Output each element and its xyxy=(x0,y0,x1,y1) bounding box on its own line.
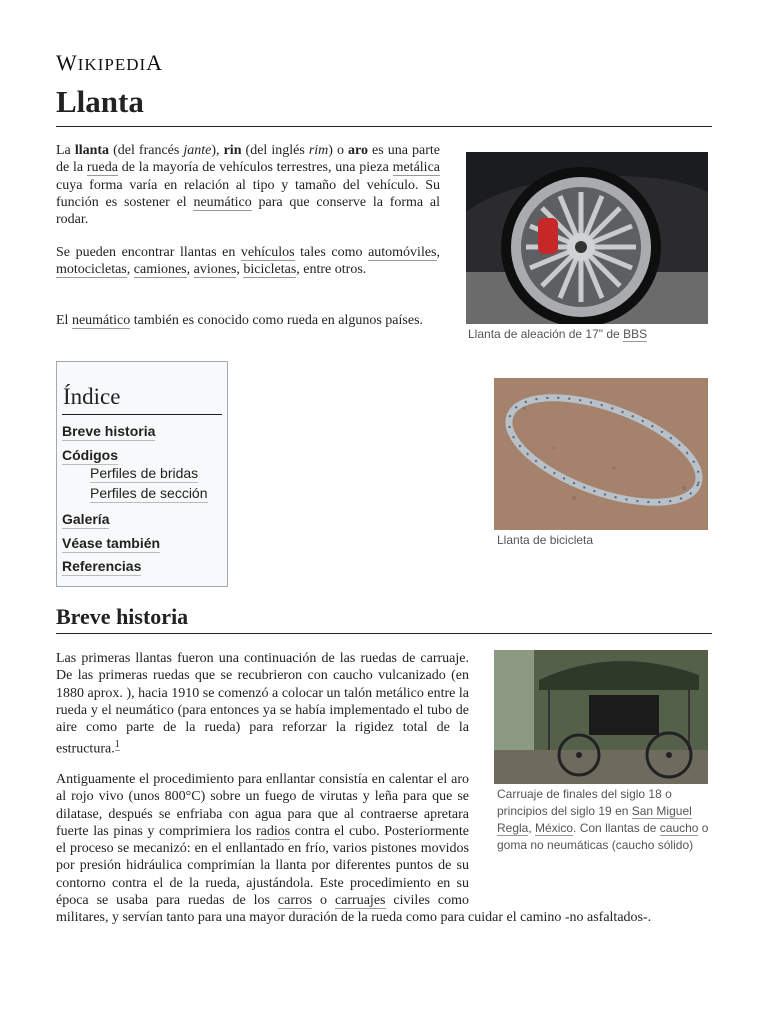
link-neumatico-2[interactable]: neumático xyxy=(71,313,131,328)
alloy-wheel-image[interactable] xyxy=(466,152,708,324)
section-heading-breve-historia: Breve historia xyxy=(56,604,189,629)
toc-item-perfiles-de-seccion[interactable]: Perfiles de sección xyxy=(90,485,208,501)
link-vehiculos[interactable]: vehículos xyxy=(240,245,295,260)
link-rueda[interactable]: rueda xyxy=(86,160,118,176)
figure-3-caption: Carruaje de finales del siglo 18 o principios del siglo 19 en San Miguel Regla, México. Con llantas de caucho o goma no neumáticas (caucho sólido) xyxy=(497,787,709,852)
bicycle-rim-photo xyxy=(494,378,708,530)
toc-item-breve-historia[interactable]: Breve historia xyxy=(62,423,156,439)
carriage-image[interactable] xyxy=(494,650,708,784)
alloy-wheel-photo xyxy=(466,152,708,324)
table-of-contents xyxy=(56,361,228,587)
wikipedia-logo[interactable] xyxy=(56,50,163,76)
logo-text-small: IKIPEDI xyxy=(77,55,147,74)
logo-text-end: A xyxy=(146,50,164,75)
toc-item-codigos[interactable]: Códigos xyxy=(62,447,118,463)
link-metalica[interactable]: metálica xyxy=(392,160,440,176)
carriage-photo xyxy=(494,650,708,784)
figure-1-caption: Llanta de aleación de 17" de BBS xyxy=(468,327,648,341)
history-paragraph-2-text: Antiguamente el procedimiento para enllantar consistía en calentar el aro al rojo vivo (unos 800°C) sobre un fuego de virutas y leña para que se dilatase, después se enfriaba con agua para que al contraerse apretara fuerte las pinas y comprimiera los radios contra el cubo. Posteriormente el proceso se mecanizó: en el enllantado en frío, varios pistones movidos por presión hidráulica comprimían la llanta por diferentes puntos de su contorno contra el de la rueda, ajustándola. Este procedimiento en su época se usaba para ruedas de los carros o carruajes civiles como militares, y servían tanto para una mayor duración de la rueda como para cuidar el camino -no asfaltados-. xyxy=(56,772,652,926)
link-motocicletas[interactable]: motocicletas xyxy=(56,262,127,278)
title-rule xyxy=(56,126,712,127)
intro-paragraph-2: Se pueden encontrar llantas en vehículos tales como automóviles, motocicletas, camiones, aviones, bicicletas, entre otros. xyxy=(56,245,440,278)
section-rule xyxy=(56,633,712,634)
link-carruajes[interactable]: carruajes xyxy=(334,893,386,909)
link-caucho[interactable]: caucho xyxy=(659,821,699,835)
link-bbs[interactable]: BBS xyxy=(623,327,648,341)
toc-item-galeria[interactable]: Galería xyxy=(62,511,110,527)
history-paragraph-1: Las primeras llantas fueron una continuación de las ruedas de carruaje. De las primeras ruedas que se recubrieron con caucho vulcanizado (en 1880 aprox. ), hacia 1910 se comenzó a colocar un talón metálico entre la rueda y el neumático (para entonces ya se había implementado el tubo de aire como parte de la rueda) para reforzar la rigidez total de la estructura.$^1$ xyxy=(56,651,469,758)
toc-heading: Índice xyxy=(63,384,121,409)
toc-item-referencias[interactable]: Referencias xyxy=(62,558,142,574)
toc-rule xyxy=(62,414,222,415)
link-radios[interactable]: radios xyxy=(255,823,291,839)
link-carros[interactable]: carros xyxy=(277,893,313,909)
bicycle-rim-image[interactable] xyxy=(494,378,708,530)
link-mexico[interactable]: México xyxy=(535,821,574,835)
figure-2-caption: Llanta de bicicleta xyxy=(497,533,594,547)
intro-paragraph-1: La llanta (del francés jante), rin (del inglés rim) o aro es una parte de la rueda de la mayoría de vehículos terrestres, una pieza metálica cuya forma varía en relación al tipo y tamaño del vehículo. Su función es sostener el neumático para que conserve la forma al rodar. xyxy=(56,143,441,228)
intro-paragraph-3: El neumático también es conocido como rueda en algunos países. xyxy=(56,313,424,328)
logo-text: W xyxy=(56,50,78,75)
page-title: Llanta xyxy=(56,84,144,119)
link-camiones[interactable]: camiones xyxy=(133,262,187,278)
link-aviones[interactable]: aviones xyxy=(193,262,237,278)
reference-1[interactable]: 1 xyxy=(114,739,120,751)
float-spacer xyxy=(469,771,712,897)
link-neumatico[interactable]: neumático xyxy=(193,194,252,210)
history-paragraph-2 xyxy=(56,771,712,927)
toc-item-vease-tambien[interactable]: Véase también xyxy=(62,535,161,551)
link-automoviles[interactable]: automóviles xyxy=(368,245,437,260)
link-bicicletas[interactable]: bicicletas xyxy=(243,262,297,278)
link-san-miguel-regla[interactable]: San Miguel Regla xyxy=(497,804,692,835)
toc-item-perfiles-de-bridas[interactable]: Perfiles de bridas xyxy=(90,465,199,481)
